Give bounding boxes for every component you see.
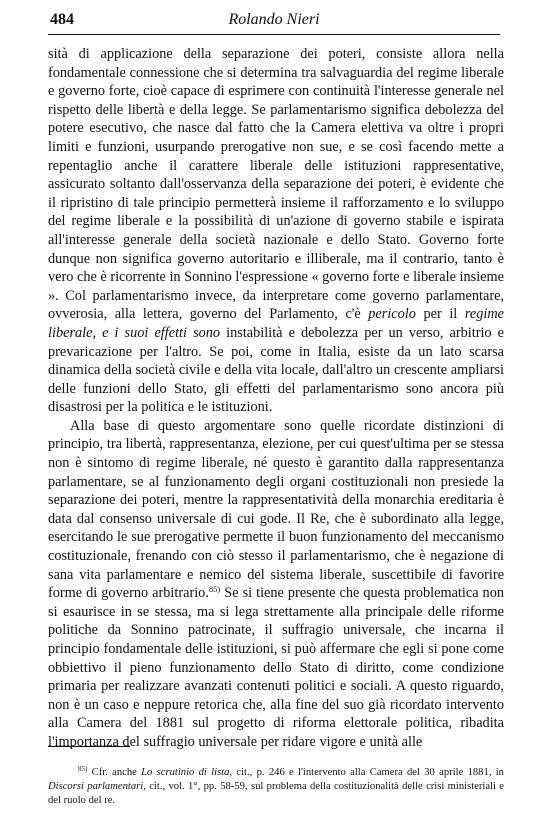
paragraph-2-text-a: Alla base di questo argomentare sono quelle ricordate distinzioni di principio, tra libertà, rappresentanza, elezione, per cui quest'ultima per se stessa non è sintomo di regime liberale, né questo è garantito dalla rappresentanza parlamentare, se al funzionamento degli organi costituzionali non presiede la separazione dei poteri, mentre la rappresentatività della monarchia ereditaria è data dal consenso universale di cui gode. Il Re, che è subordinato alla legge, esercitando le sue prerogative permette il buon funzionamento del meccanismo costituzionale, frenando con ciò stesso il parlamentarismo, che è negazione di sana vita parlamentare e nemico del sistema liberale, suscettibile di favorire forme di governo arbitrario.	[48, 417, 504, 602]
footnote-number: 85)	[78, 765, 88, 773]
footnote-rule	[48, 746, 130, 747]
paragraph-1-text-a: sità di applicazione della separazione dei poteri, consiste allora nella fondamentale connessione che si determina tra salvaguardia del regime liberale e governo forte, cioè capace di esprimere con continuità l'interesse generale nel rispetto delle libertà e della legge. Se parlamentarismo significa debolezza del potere esecutivo, che nasce dal fatto che la Camera elettiva va oltre i propri limiti e funzioni, usurpando prerogative non sue, e se così facendo mette a repentaglio anche il carattere liberale delle istituzioni rappresentative, assicurato soltanto dall'osservanza della separazione dei poteri, è evidente che il ripristino di tale principio permetterà insieme il rafforzamento e lo sviluppo del regime liberale e la possibilità di un'azione di governo stabile e ispirata all'interesse generale della società nazionale e dello Stato. Governo forte dunque non significa governo autoritario e illiberale, ma il contrario, tanto è vero che è ricorrente in Sonnino l'espressione « governo forte e liberale insieme ». Col parlamentarismo invece, da interpretare come governo parlamentare, ovverosia, alla lettera, governo del Parlamento, c'è	[48, 46, 504, 323]
paragraph-2-text-b: Se si tiene presente che questa problematica non si esaurisce in se stessa, ma si lega strettamente alla principale delle riforme politiche da Sonnino patrocinate, il suffragio universale, che incarna il principio fondamentale delle istituzioni, si può affermare che egli si pone come obbiettivo il pieno funzionamento dello Stato di diritto, come condizione primaria per realizzare avanzati contenuti politici e sociali. A questo riguardo, non è un caso e neppure retorica che, alla fine del suo già ricordato intervento alla Camera del 1881 sul progetto di riforma elettorale politica, ribadita l'importanza del suffragio universale per ridare vigore e unità alle	[48, 585, 505, 750]
page-header	[48, 9, 500, 35]
page-number: 484	[50, 11, 74, 28]
header-rule	[48, 34, 500, 35]
paragraph-1-text-b: per il	[415, 306, 465, 323]
running-head: Rolando Nieri	[228, 11, 320, 28]
body-text	[48, 45, 504, 752]
paragraph-1-text-d: instabilità e debolezza per un verso, arbitrio e prevaricazione per l'altro. Se poi, come in Italia, esiste da un lato scarsa dinamica della società civile e della vita locale, dall'altro un crescente ampliarsi delle funzioni dello Stato, gli effetti del parlamentarismo sono ancora più disastrosi per la politica e le istituzioni.	[48, 324, 504, 416]
footnote	[48, 766, 504, 808]
paragraph-2	[48, 417, 504, 752]
footnote-italic-b: Discorsi parlamentari	[48, 781, 144, 792]
paragraph-1-text-c: ,	[92, 324, 103, 341]
paragraph-1-italic-b: regime liberale	[48, 306, 504, 341]
footnote-italic-a: Lo scrutinio di lista	[141, 767, 230, 778]
paragraph-1-italic-c: e i suoi effetti sono	[102, 324, 221, 341]
footnote-text-c: , cit., vol. 1°, pp. 58-59, sul problema della costituzionalità delle crisi ministeriali e del ruolo del re.	[48, 781, 504, 806]
footnote-text-b: , cit., p. 246 e l'intervento alla Camera del 30 aprile 1881, in	[229, 767, 504, 778]
paragraph-1	[48, 45, 504, 417]
paragraph-1-italic-a: pericolo	[368, 306, 416, 323]
footnote-text-a: Cfr. anche	[87, 767, 142, 778]
footnote-reference: 85)	[208, 584, 221, 595]
